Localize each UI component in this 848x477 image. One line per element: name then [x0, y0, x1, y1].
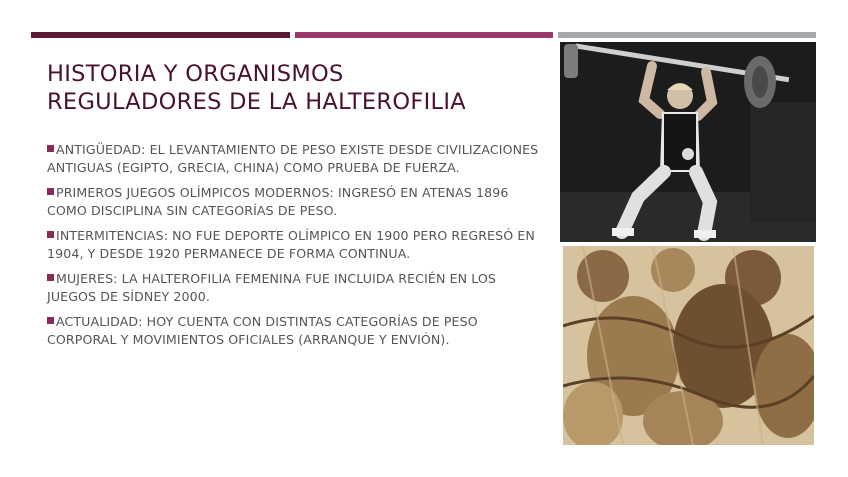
- bullet-item: [47, 270, 542, 306]
- bullet-text: MUJERES: LA HALTEROFILIA FEMENINA FUE INCLUIDA RECIÉN EN LOS JUEGOS DE SÍDNEY 2000.: [47, 271, 497, 304]
- bullet-item: [47, 141, 542, 177]
- bullet-item: [47, 184, 542, 220]
- bullet-text: ANTIGÜEDAD: EL LEVANTAMIENTO DE PESO EXISTE DESDE CIVILIZACIONES ANTIGUAS (EGIPTO, GRECIA, CHINA) COMO PRUEBA DE FUERZA.: [47, 142, 539, 175]
- bullet-square-icon: [47, 231, 54, 238]
- slide-title-line-2: REGULADORES DE LA HALTEROFILIA: [47, 89, 466, 115]
- slide-title: [47, 60, 547, 116]
- engraving-illustration: [563, 246, 814, 445]
- historical-engraving-photo: [563, 246, 814, 445]
- bullet-item: [47, 313, 542, 349]
- accent-bar-right: [558, 32, 816, 38]
- accent-bar-middle: [295, 32, 553, 38]
- bullet-text: PRIMEROS JUEGOS OLÍMPICOS MODERNOS: INGRESÓ EN ATENAS 1896 COMO DISCIPLINA SIN CATEGORÍAS DE PESO.: [47, 185, 509, 218]
- bullet-square-icon: [47, 188, 54, 195]
- bullet-text: INTERMITENCIAS: NO FUE DEPORTE OLÍMPICO EN 1900 PERO REGRESÓ EN 1904, Y DESDE 1920 PERMANECE DE FORMA CONTINUA.: [47, 228, 535, 261]
- bullet-text: ACTUALIDAD: HOY CUENTA CON DISTINTAS CATEGORÍAS DE PESO CORPORAL Y MOVIMIENTOS OFICIALES (ARRANQUE Y ENVIÓN).: [47, 314, 478, 347]
- slide-title-line-1: HISTORIA Y ORGANISMOS: [47, 61, 344, 87]
- weightlifter-illustration: [560, 42, 816, 242]
- bullet-square-icon: [47, 317, 54, 324]
- bullet-square-icon: [47, 145, 54, 152]
- accent-bar-left: [31, 32, 290, 38]
- weightlifter-photo: [560, 42, 816, 242]
- bullet-item: [47, 227, 542, 263]
- bullet-square-icon: [47, 274, 54, 281]
- bullet-list: [47, 141, 542, 356]
